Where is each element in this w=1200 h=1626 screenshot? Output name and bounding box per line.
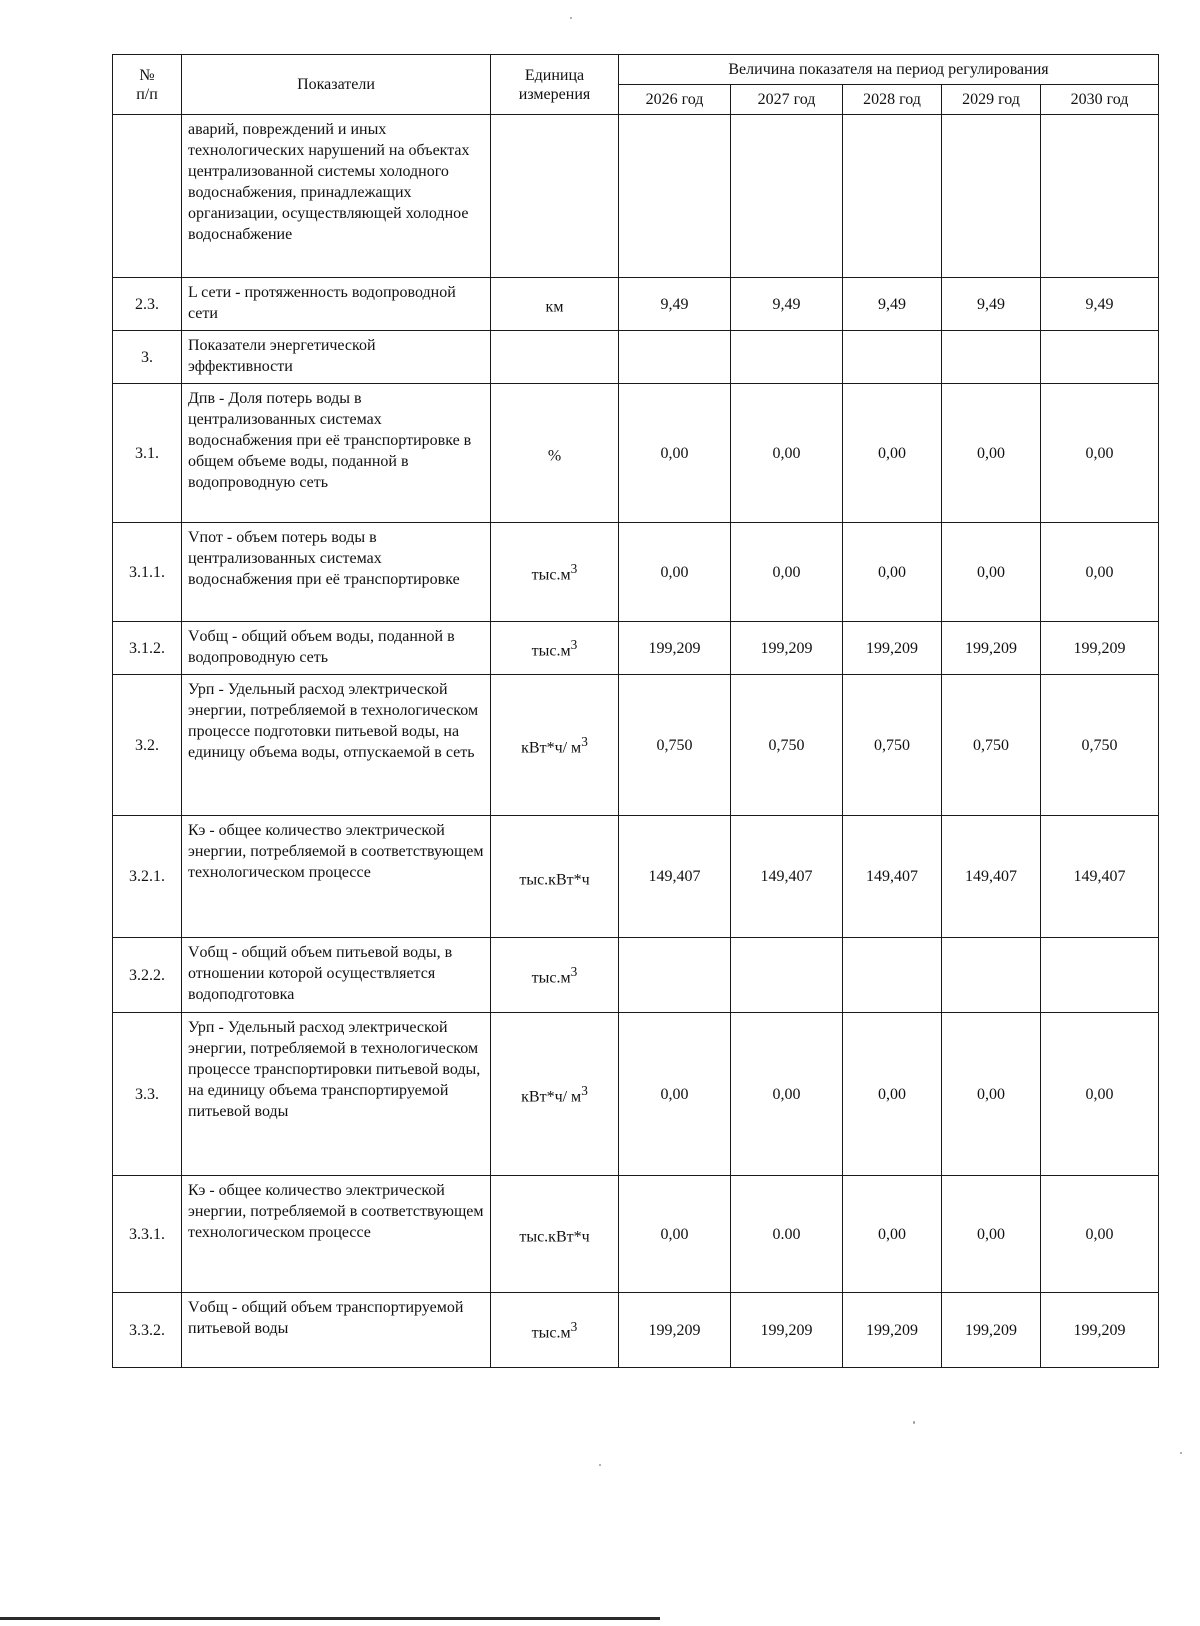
row-value: 199,209 [1041,622,1159,675]
row-value [619,115,731,278]
table-row [113,331,1159,384]
row-unit [491,1176,619,1293]
row-value: 199,209 [1041,1293,1159,1368]
row-value: 0,750 [843,675,942,816]
row-unit-text: тыс.м [531,642,571,660]
row-value: 199,209 [731,1293,843,1368]
row-value: 0,00 [942,1013,1041,1176]
scan-speck [1180,1452,1182,1454]
row-unit-sup: 3 [570,637,578,653]
row-unit [491,115,619,278]
row-value: 9,49 [619,278,731,331]
row-unit [491,622,619,675]
row-value: 149,407 [731,816,843,938]
row-value [731,331,843,384]
table-row [113,523,1159,622]
row-value: 0,00 [942,384,1041,523]
header-unit [491,55,619,115]
table-row [113,938,1159,1013]
row-num: 3.1.2. [113,622,182,675]
row-value: 199,209 [843,1293,942,1368]
row-num: 3.3. [113,1013,182,1176]
row-value: 0,00 [619,384,731,523]
row-value: 9,49 [843,278,942,331]
row-name: Дпв - Доля потерь воды в централизованных системах водоснабжения при её транспортировке в общем объеме воды, поданной в водопроводную сеть [182,384,491,523]
row-unit [491,938,619,1013]
row-value: 9,49 [1041,278,1159,331]
scan-edge-line [0,1617,660,1620]
row-name: Кэ - общее количество электрической энергии, потребляемой в соответствующем технологическом процессе [182,1176,491,1293]
table-row [113,1013,1159,1176]
table-row [113,1293,1159,1368]
row-unit [491,675,619,816]
row-value: 199,209 [619,622,731,675]
row-value [843,331,942,384]
row-value: 199,209 [731,622,843,675]
row-unit-sup: 3 [581,1083,588,1099]
scan-speck [570,17,572,19]
row-unit-text: тыс.м [531,969,571,987]
row-value: 199,209 [619,1293,731,1368]
row-name: Урп - Удельный расход электрической энергии, потребляемой в технологическом процессе подготовки питьевой воды, на единицу объема воды, отпускаемой в сеть [182,675,491,816]
row-unit [491,278,619,331]
row-value: 9,49 [942,278,1041,331]
header-indicators: Показатели [182,55,491,115]
row-value: 0,750 [731,675,843,816]
row-value: 0,00 [731,384,843,523]
row-unit-sup: 3 [581,734,588,750]
row-unit [491,1013,619,1176]
row-value: 149,407 [619,816,731,938]
row-value: 0,00 [942,523,1041,622]
row-value: 199,209 [942,1293,1041,1368]
row-value: 0,00 [731,1013,843,1176]
row-value: 0,00 [1041,384,1159,523]
row-value [942,331,1041,384]
row-num: 3.2.1. [113,816,182,938]
row-name: аварий, повреждений и иных технологических нарушений на объектах централизованной системы холодного водоснабжения, принадлежащих организации, осуществляющей холодное водоснабжение [182,115,491,278]
row-num: 3.2. [113,675,182,816]
row-value: 0,00 [619,1013,731,1176]
table-row [113,278,1159,331]
row-name: Кэ - общее количество электрической энергии, потребляемой в соответствующем технологическом процессе [182,816,491,938]
row-value: 0,750 [942,675,1041,816]
row-name: L сети - протяженность водопроводной сети [182,278,491,331]
row-unit-text: тыс.м [531,1324,571,1342]
row-value: 0,750 [619,675,731,816]
row-unit-text: км [545,298,564,316]
row-unit [491,1293,619,1368]
row-unit-text: тыс.кВт*ч [519,871,590,889]
row-unit [491,523,619,622]
row-value [942,938,1041,1013]
row-unit-sup: 3 [570,561,578,577]
indicators-table [112,54,1159,1368]
row-value: 149,407 [1041,816,1159,938]
row-value: 0,00 [619,523,731,622]
row-value: 0,00 [731,523,843,622]
row-num: 3.3.1. [113,1176,182,1293]
table-row [113,675,1159,816]
row-value: 0,00 [1041,1013,1159,1176]
row-value [619,331,731,384]
row-name: Урп - Удельный расход электрической энергии, потребляемой в технологическом процессе транспортировки питьевой воды, на единицу объема транспортируемой питьевой воды [182,1013,491,1176]
row-value [1041,938,1159,1013]
row-value [942,115,1041,278]
header-year: 2028 год [843,85,942,115]
row-unit-sup: 3 [570,1319,578,1335]
row-unit [491,384,619,523]
header-num-line1: № [139,66,155,84]
row-value: 0,00 [843,523,942,622]
header-unit-line2: измерения [518,85,591,103]
row-unit-sup: 3 [570,964,578,980]
row-unit-text: тыс.м [531,566,571,584]
row-unit-text: кВт*ч/ м [521,739,582,757]
row-name: Vобщ - общий объем воды, поданной в водопроводную сеть [182,622,491,675]
row-unit [491,816,619,938]
row-value: 9,49 [731,278,843,331]
row-name: Vобщ - общий объем питьевой воды, в отношении которой осуществляется водоподготовка [182,938,491,1013]
row-value: 199,209 [843,622,942,675]
row-value: 0,00 [1041,1176,1159,1293]
row-num: 2.3. [113,278,182,331]
row-num: 3.2.2. [113,938,182,1013]
row-value: 149,407 [843,816,942,938]
row-name: Vпот - объем потерь воды в централизованных системах водоснабжения при её транспортировке [182,523,491,622]
row-value [843,938,942,1013]
row-value [1041,115,1159,278]
row-value [731,115,843,278]
table-header [113,55,1159,115]
table-row [113,1176,1159,1293]
row-value: 0,00 [942,1176,1041,1293]
row-num: 3. [113,331,182,384]
table-row [113,816,1159,938]
header-num-line2: п/п [136,85,158,103]
scan-speck [913,1421,915,1424]
row-num: 3.3.2. [113,1293,182,1368]
row-unit [491,331,619,384]
row-num: 3.1.1. [113,523,182,622]
row-value: 0,00 [843,1013,942,1176]
row-unit-text: кВт*ч/ м [521,1088,582,1106]
header-unit-line1: Единица [524,66,585,84]
row-value: 149,407 [942,816,1041,938]
row-value [731,938,843,1013]
row-value: 0,00 [619,1176,731,1293]
table-body [113,115,1159,1368]
row-value [619,938,731,1013]
row-value: 0,00 [1041,523,1159,622]
row-value [1041,331,1159,384]
header-year: 2029 год [942,85,1041,115]
row-value: 199,209 [942,622,1041,675]
header-year: 2027 год [731,85,843,115]
table-row [113,115,1159,278]
header-period: Величина показателя на период регулирования [619,55,1159,85]
header-year: 2030 год [1041,85,1159,115]
row-unit-text: % [547,447,562,465]
row-value: 0,00 [843,384,942,523]
row-value: 0.00 [731,1176,843,1293]
row-value: 0,00 [843,1176,942,1293]
row-name: Показатели энергетической эффективности [182,331,491,384]
header-num [113,55,182,115]
row-num [113,115,182,278]
table-row [113,384,1159,523]
row-name: Vобщ - общий объем транспортируемой питьевой воды [182,1293,491,1368]
row-num: 3.1. [113,384,182,523]
header-year: 2026 год [619,85,731,115]
row-unit-text: тыс.кВт*ч [519,1228,590,1246]
row-value: 0,750 [1041,675,1159,816]
table-row [113,622,1159,675]
row-value [843,115,942,278]
scan-speck [599,1464,601,1466]
